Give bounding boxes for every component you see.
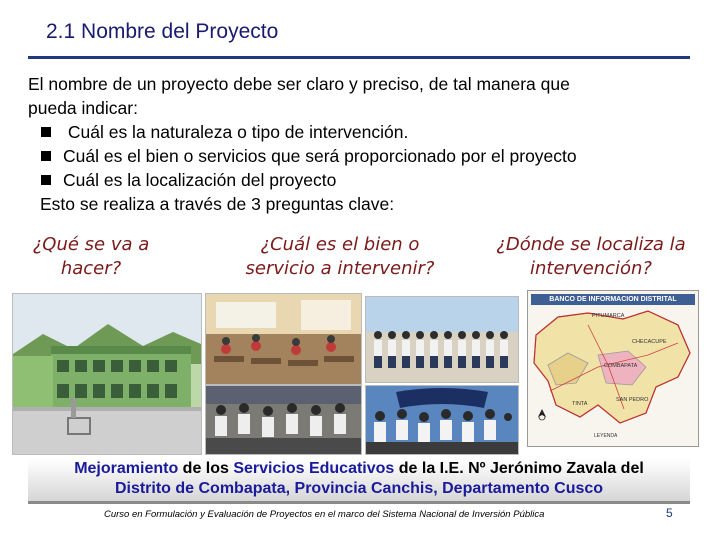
classroom-illustration [206, 294, 361, 384]
closing-line: Esto se realiza a través de 3 preguntas clave: [40, 194, 395, 214]
caption-text: de los [178, 460, 234, 477]
bullet-item [28, 168, 708, 192]
square-bullet-icon [41, 175, 51, 185]
students-banner-photo [365, 385, 519, 455]
students-banner-illustration [366, 386, 518, 454]
school-building-illustration [13, 294, 201, 454]
classroom-photo [205, 293, 362, 385]
map-place-label: TINTA [572, 401, 588, 407]
slide-body [28, 72, 708, 216]
body-line: pueda indicar: [28, 98, 138, 118]
district-map-illustration [528, 305, 698, 431]
map-place-label: SAN PEDRO [616, 397, 649, 403]
map-place-label: CHECACUPE [632, 339, 667, 345]
question-line: intervención? [530, 258, 652, 279]
project-caption [28, 459, 690, 504]
question-where [466, 233, 716, 281]
caption-highlight: Mejoramiento [74, 460, 179, 477]
caption-highlight: Servicios Educativos [233, 460, 395, 477]
question-line: servicio a intervenir? [245, 258, 435, 279]
body-line: El nombre de un proyecto debe ser claro y preciso, de tal manera que [28, 74, 570, 94]
students-row-illustration [366, 297, 518, 382]
bullet-text: Cuál es el bien o servicios que será proporcionado por el proyecto [63, 146, 577, 166]
students-group-photo [205, 385, 362, 455]
compass-icon [538, 409, 546, 420]
map-place-label: COMBAPATA [604, 363, 638, 369]
map-legend: LEYENDA [594, 433, 618, 439]
school-building-photo [12, 293, 202, 455]
bullet-text: Cuál es la naturaleza o tipo de intervención. [63, 122, 409, 142]
caption-line [28, 459, 690, 479]
district-map [527, 290, 699, 447]
bullet-item [28, 144, 708, 168]
slide-title: 2.1 Nombre del Proyecto [46, 20, 279, 43]
caption-text: de la I.E. Nº Jerónimo Zavala del [394, 460, 644, 477]
question-which [220, 233, 460, 281]
bullet-item [28, 120, 708, 144]
question-line: ¿Dónde se localiza la [496, 234, 686, 255]
page-number: 5 [666, 506, 673, 520]
students-group-illustration [206, 386, 361, 454]
bullet-text: Cuál es la localización del proyecto [63, 170, 337, 190]
map-place-label: PITUMARCA [592, 313, 625, 319]
question-line: hacer? [60, 258, 122, 279]
square-bullet-icon [41, 151, 51, 161]
square-bullet-icon [41, 127, 51, 137]
question-what [6, 233, 176, 281]
question-line: ¿Cuál es el bien o [260, 234, 420, 255]
question-line: ¿Qué se va a [32, 234, 150, 255]
map-header: BANCO DE INFORMACION DISTRITAL [531, 294, 695, 305]
title-divider [28, 56, 690, 59]
slide-footer: Curso en Formulación y Evaluación de Proyectos en el marco del Sistema Nacional de Inversión Pública [104, 509, 545, 520]
students-row-photo [365, 296, 519, 383]
caption-line: Distrito de Combapata, Provincia Canchis, Departamento Cusco [114, 480, 604, 497]
